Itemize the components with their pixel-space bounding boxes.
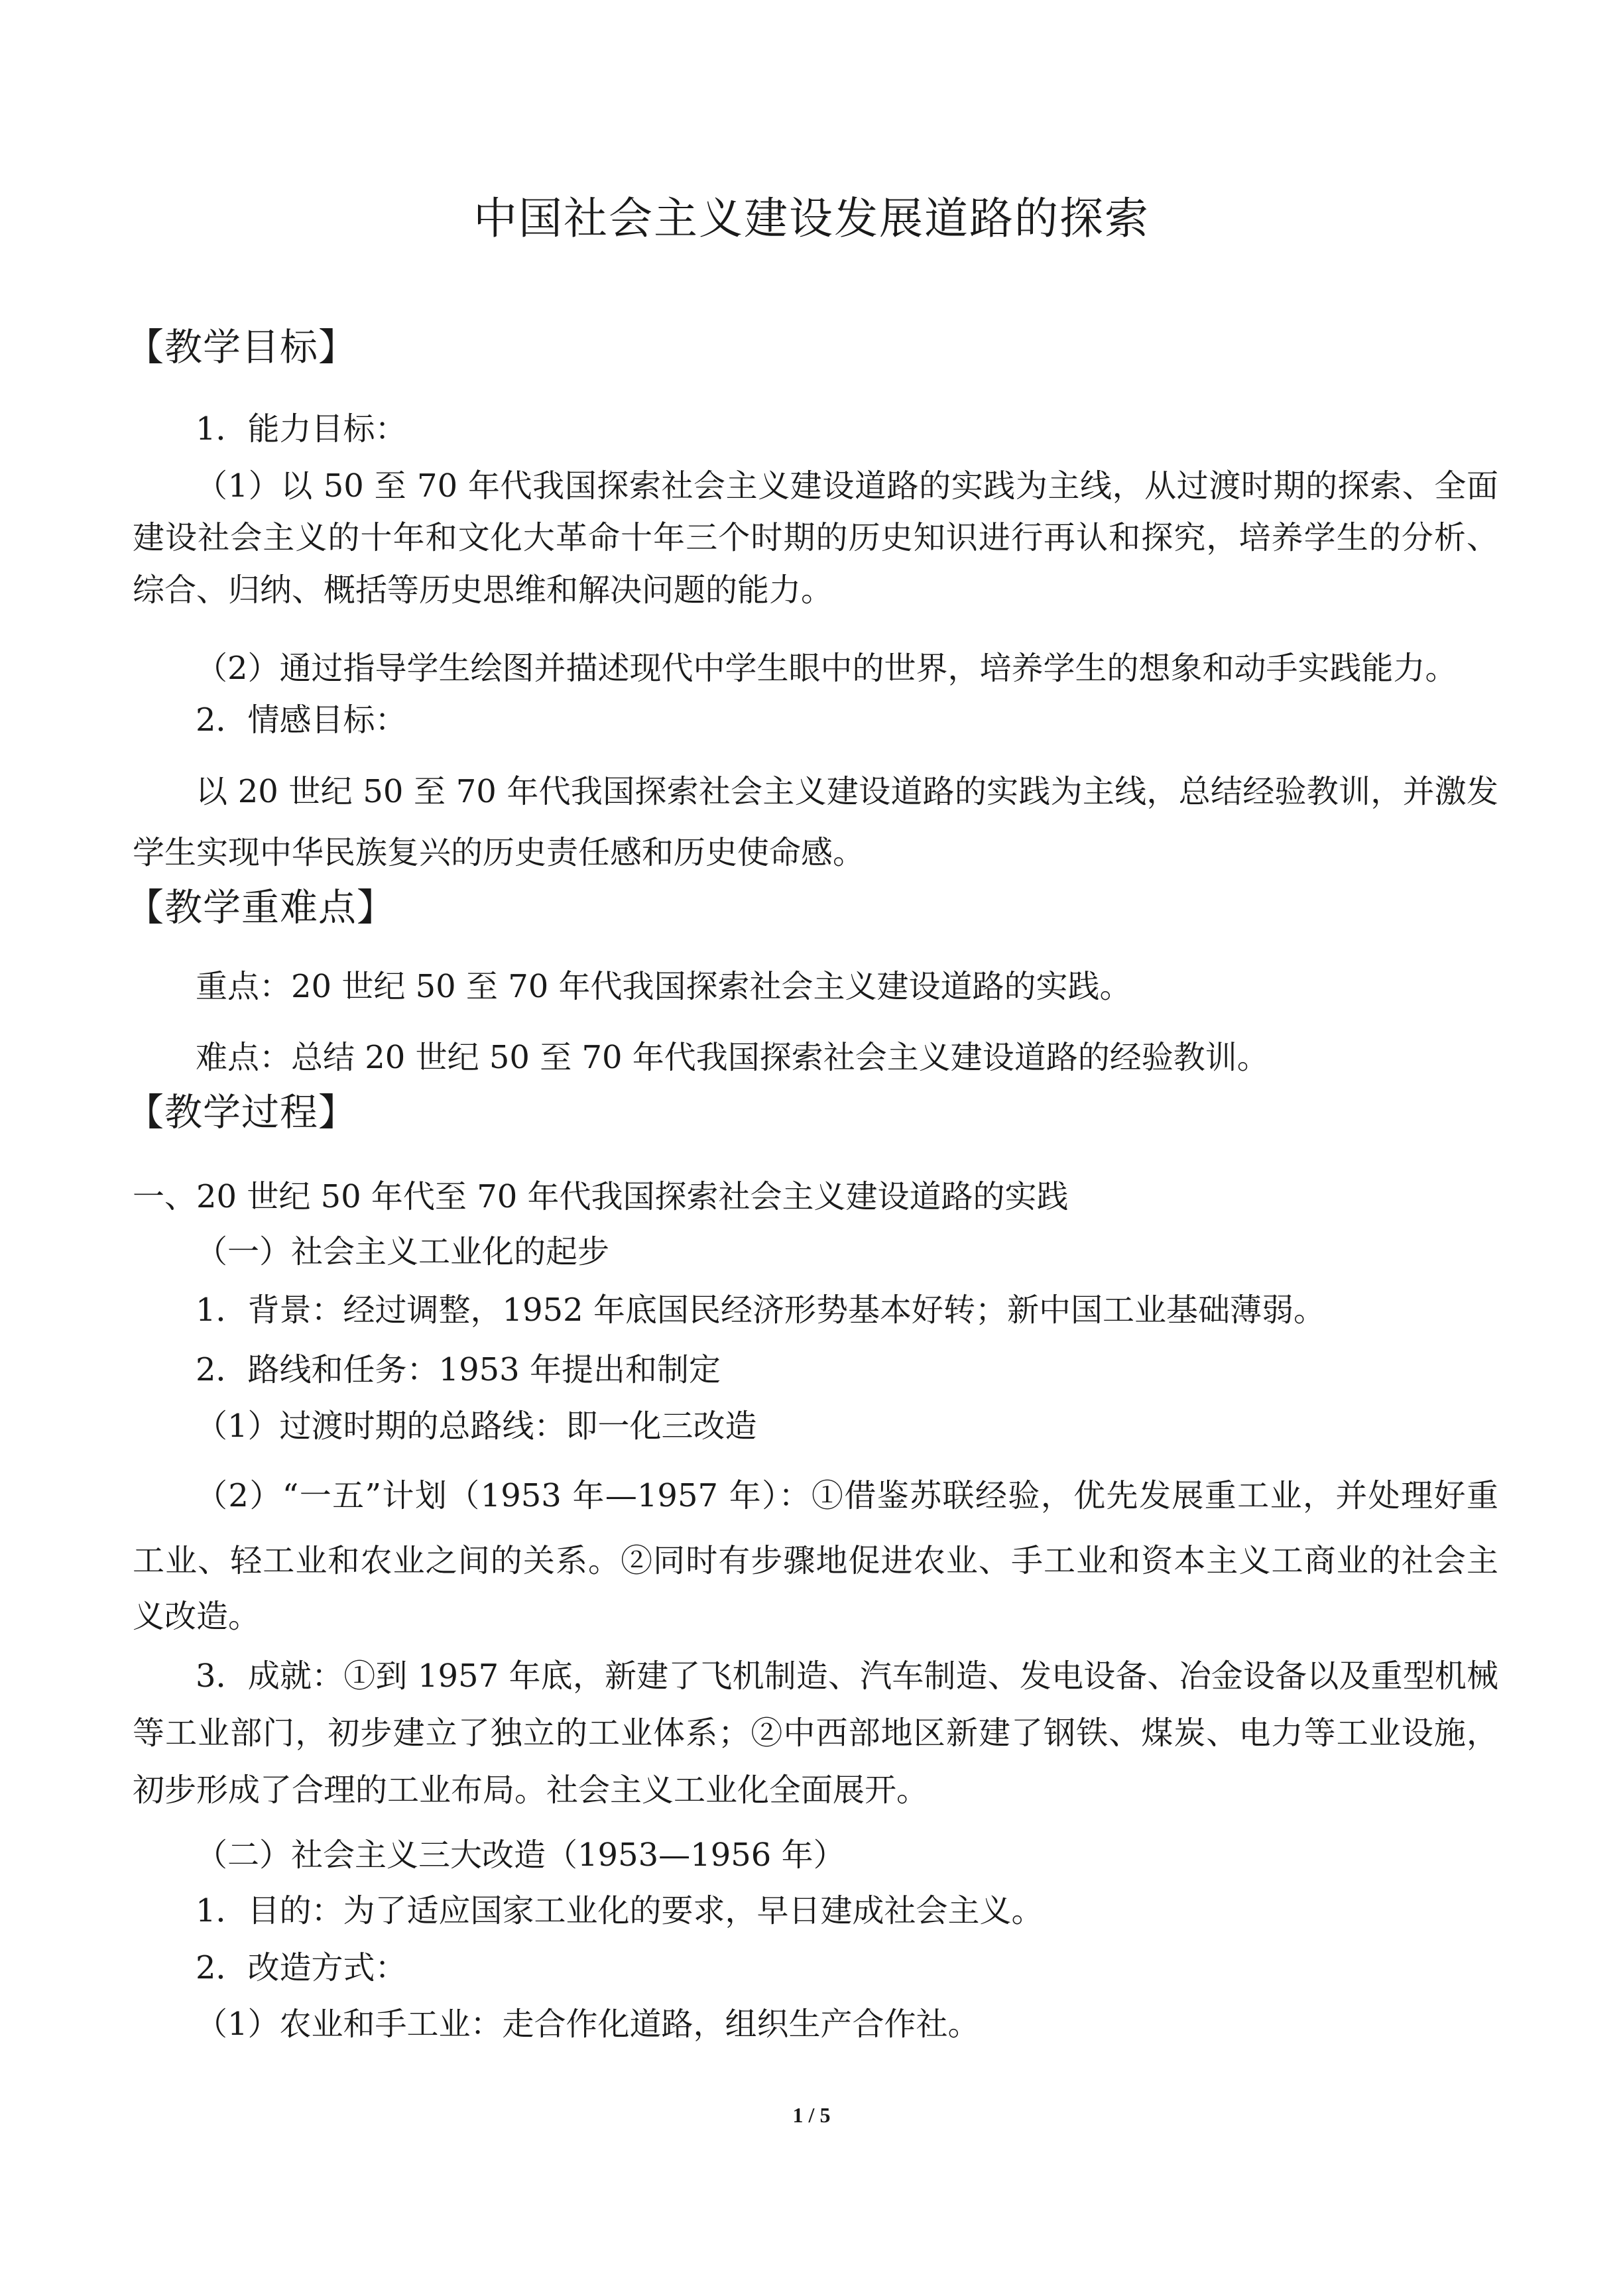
section-heading-key-points: 【教学重难点】 [126,886,395,930]
paragraph-line: （1）以 50 至 70 年代我国探索社会主义建设道路的实践为主线，从过渡时期的探索、全面 [196,467,1498,505]
page-number: 1 / 5 [792,2103,831,2127]
process-part-title: 一、20 世纪 50 年代至 70 年代我国探索社会主义建设道路的实践 [133,1178,1069,1215]
key-point-difficulty: 难点：总结 20 世纪 50 至 70 年代我国探索社会主义建设道路的经验教训。 [196,1039,1269,1076]
section-heading-process: 【教学过程】 [126,1091,357,1134]
paragraph-line: 1．背景：经过调整，1952 年底国民经济形势基本好转；新中国工业基础薄弱。 [196,1292,1325,1329]
paragraph-line: （2）“一五”计划（1953 年—1957 年）：①借鉴苏联经验，优先发展重工业，并处理好重 [196,1477,1498,1514]
paragraph-line: 学生实现中华民族复兴的历史责任感和历史使命感。 [133,834,865,871]
key-point-focus: 重点：20 世纪 50 至 70 年代我国探索社会主义建设道路的实践。 [196,968,1132,1005]
paragraph-line: （1）农业和手工业：走合作化道路，组织生产合作社。 [196,2006,980,2043]
paragraph-line: 2．改造方式： [196,1949,407,1986]
section-heading-goals: 【教学目标】 [126,326,357,369]
paragraph-line: 初步形成了合理的工业布局。社会主义工业化全面展开。 [133,1772,929,1809]
paragraph-line: 义改造。 [133,1598,261,1635]
paragraph-line: （1）过渡时期的总路线：即一化三改造 [196,1408,757,1445]
ability-goal-title: 1．能力目标： [196,410,407,448]
paragraph-line: 等工业部门，初步建立了独立的工业体系；②中西部地区新建了钢铁、煤炭、电力等工业设施， [133,1715,1498,1752]
process-subsection-title: （一）社会主义工业化的起步 [196,1233,610,1270]
paragraph-line: 工业、轻工业和农业之间的关系。②同时有步骤地促进农业、手工业和资本主义工商业的社会主 [133,1542,1498,1579]
paragraph-line: 建设社会主义的十年和文化大革命十年三个时期的历史知识进行再认和探究，培养学生的分析、 [133,519,1498,556]
paragraph-line: 2．路线和任务：1953 年提出和制定 [196,1351,721,1388]
paragraph-line: （2）通过指导学生绘图并描述现代中学生眼中的世界，培养学生的想象和动手实践能力。 [196,650,1457,687]
paragraph-line: 综合、归纳、概括等历史思维和解决问题的能力。 [133,572,833,609]
paragraph-line: 以 20 世纪 50 至 70 年代我国探索社会主义建设道路的实践为主线，总结经验教训，并激发 [196,773,1498,810]
page-title: 中国社会主义建设发展道路的探索 [473,193,1150,244]
paragraph-line: 1．目的：为了适应国家工业化的要求，早日建成社会主义。 [196,1892,1044,1929]
emotion-goal-title: 2．情感目标： [196,701,407,739]
process-subsection-title: （二）社会主义三大改造（1953—1956 年） [196,1837,845,1874]
paragraph-line: 3．成就：①到 1957 年底，新建了飞机制造、汽车制造、发电设备、冶金设备以及重型机械 [196,1658,1498,1695]
